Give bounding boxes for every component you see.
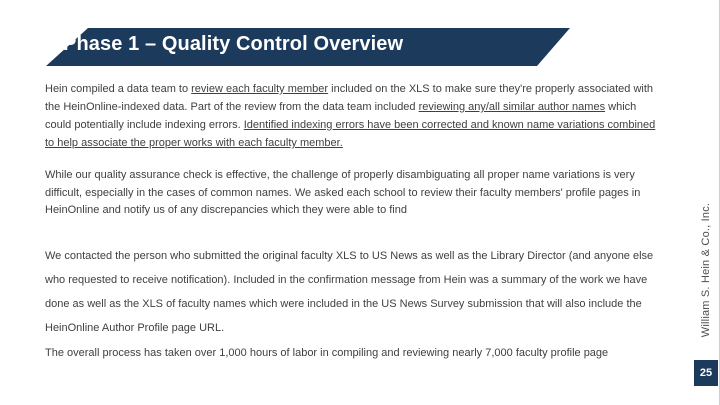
sidebar-company-name: William S. Hein & Co., Inc. bbox=[700, 202, 712, 338]
paragraph-quality-assurance: While our quality assurance check is effective, the challenge of properly disambiguating all proper name variations is very difficult, especially in the cases of common names. We asked each school to review their faculty members' profile pages in HeinOnline and notify us of any discrepancies which they were able to find bbox=[45, 169, 641, 216]
p1-underline-3: Identified indexing errors have been corrected and known name variations combined to help associate the proper works with each faculty member. bbox=[45, 119, 656, 149]
page-number: 25 bbox=[694, 360, 718, 386]
p1-underline-1: review each faculty member bbox=[191, 83, 329, 95]
p1-text-2: included on the XLS to make sure they're properly associated with the HeinOnline-indexed data. Part of the review from the data team included bbox=[45, 83, 654, 113]
paragraph-data-team bbox=[45, 80, 665, 152]
p1-underline-2: reviewing any/all similar author names bbox=[418, 101, 606, 113]
slide-title: Phase 1 – Quality Control Overview bbox=[63, 33, 404, 55]
paragraph-contact: We contacted the person who submitted the original faculty XLS to US News as well as the Library Director (and anyone else who requested to receive notification). Included in the confirmation message from Hein was a summary of the work we have done as well as the XLS of faculty names which were included in the US News Survey submission that will also include the HeinOnline Author Profile page URL. bbox=[45, 250, 654, 334]
paragraph-overall-process: The overall process has taken over 1,000 hours of labor in compiling and reviewing nearly 7,000 faculty profile page bbox=[45, 347, 609, 359]
p1-text-3: which could potentially include indexing errors. bbox=[45, 101, 637, 131]
p1-text-1: Hein compiled a data team to bbox=[45, 83, 192, 95]
